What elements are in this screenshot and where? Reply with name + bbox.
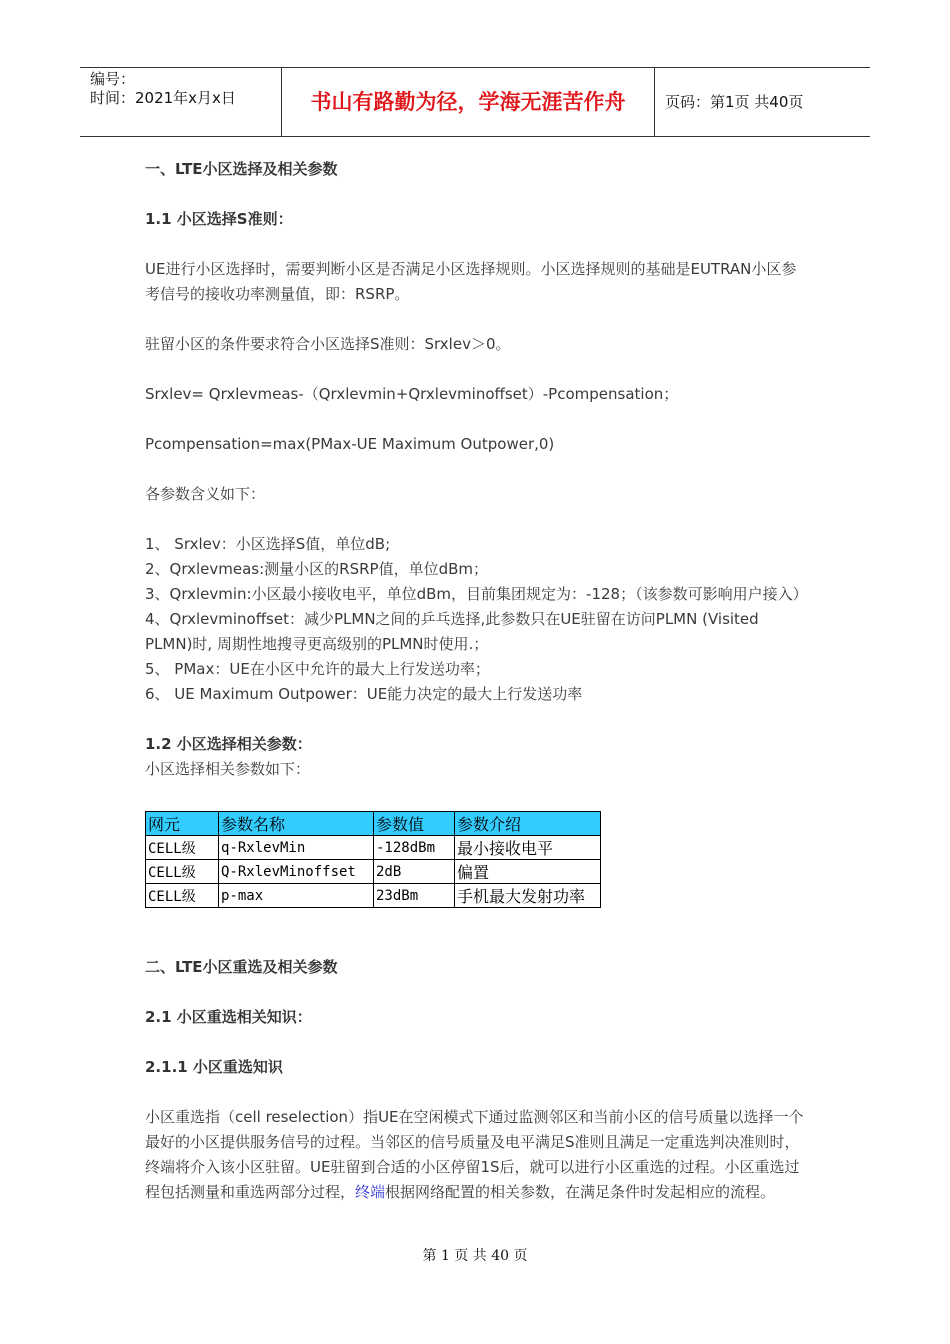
paragraph-camping-condition: 驻留小区的条件要求符合小区选择S准则：Srxlev＞0。 bbox=[145, 335, 511, 353]
table-cell: CELL级 bbox=[146, 836, 219, 860]
section2-1-title: 2.1 小区重选相关知识： bbox=[145, 1008, 312, 1026]
param-item: 6、 UE Maximum Outpower：UE能力决定的最大上行发送功率 bbox=[145, 685, 583, 703]
table-row bbox=[146, 860, 601, 884]
section1-1-title: 1.1 小区选择S准则： bbox=[145, 210, 293, 228]
terminal-link[interactable]: 终端 bbox=[355, 1183, 386, 1201]
table-header-cell: 网元 bbox=[146, 812, 219, 836]
paragraph-text: 小区重选指（cell reselection）指UE在空闲模式下通过监测邻区和当前小区的信号质量以选择一个最好的小区提供服务信号的过程。当邻区的信号质量及电平满足S准则且满足一定重选判决准则时，终端将介入该小区驻留。UE驻留到合适的小区停留1S后，就可以进行小区重选的过程。小区重选过程包括测量和重选两部分过程， bbox=[145, 1108, 804, 1201]
header-meta bbox=[80, 68, 282, 136]
page-header bbox=[80, 67, 870, 137]
table-cell: q-RxlevMin bbox=[219, 836, 374, 860]
number-label: 编号： bbox=[90, 70, 136, 88]
param-item: 5、 PMax：UE在小区中允许的最大上行发送功率； bbox=[145, 660, 490, 678]
paragraph-s-criterion: UE进行小区选择时，需要判断小区是否满足小区选择规则。小区选择规则的基础是EUTRAN小区参考信号的接收功率测量值，即：RSRP。 bbox=[145, 260, 797, 303]
table-cell: 手机最大发射功率 bbox=[455, 884, 601, 908]
document-body bbox=[145, 157, 810, 782]
table-cell: 23dBm bbox=[374, 884, 455, 908]
paragraph-reselection bbox=[145, 1105, 810, 1205]
section1-2-title: 1.2 小区选择相关参数： bbox=[145, 735, 312, 753]
table-header-cell: 参数名称 bbox=[219, 812, 374, 836]
table-cell: Q-RxlevMinoffset bbox=[219, 860, 374, 884]
formula-pcompensation: Pcompensation=max(PMax-UE Maximum Outpower,0) bbox=[145, 435, 555, 453]
formula-srxlev: Srxlev= Qrxlevmeas-（Qrxlevmin+Qrxlevminoffset）-Pcompensation； bbox=[145, 385, 679, 403]
section2-1-1-title: 2.1.1 小区重选知识 bbox=[145, 1058, 283, 1076]
time-label: 时间：2021年x月x日 bbox=[90, 89, 236, 107]
table-header-row bbox=[146, 812, 601, 836]
header-motto: 书山有路勤为径，学海无涯苦作舟 bbox=[282, 68, 655, 136]
table-cell: 2dB bbox=[374, 860, 455, 884]
param-item: 4、Qrxlevminoffset：减少PLMN之间的乒乓选择,此参数只在UE驻留在访问PLMN (Visited PLMN)时, 周期性地搜寻更高级别的PLMN时使用.； bbox=[145, 610, 759, 653]
table-header-cell: 参数值 bbox=[374, 812, 455, 836]
table-cell: p-max bbox=[219, 884, 374, 908]
table-cell: 偏置 bbox=[455, 860, 601, 884]
table-row bbox=[146, 836, 601, 860]
section2-title: 二、LTE小区重选及相关参数 bbox=[145, 958, 338, 976]
document-body-section2 bbox=[145, 955, 810, 1205]
table-cell: CELL级 bbox=[146, 860, 219, 884]
table-header-cell: 参数介绍 bbox=[455, 812, 601, 836]
table-cell: CELL级 bbox=[146, 884, 219, 908]
table-row bbox=[146, 884, 601, 908]
params-intro: 各参数含义如下： bbox=[145, 485, 266, 503]
section1-title: 一、LTE小区选择及相关参数 bbox=[145, 160, 338, 178]
param-item: 3、Qrxlevmin:小区最小接收电平，单位dBm，目前集团规定为：-128；（该参数可影响用户接入） bbox=[145, 585, 808, 603]
header-page-info: 页码：第1页 共40页 bbox=[665, 93, 804, 111]
param-item: 2、Qrxlevmeas:测量小区的RSRP值，单位dBm； bbox=[145, 560, 489, 578]
paragraph-text: 根据网络配置的相关参数，在满足条件时发起相应的流程。 bbox=[385, 1183, 776, 1201]
section1-2-intro: 小区选择相关参数如下： bbox=[145, 760, 311, 778]
table-cell: 最小接收电平 bbox=[455, 836, 601, 860]
page-footer: 第 1 页 共 40 页 bbox=[422, 1248, 528, 1264]
cell-selection-params-table bbox=[145, 811, 601, 908]
param-item: 1、 Srxlev：小区选择S值，单位dB; bbox=[145, 535, 391, 553]
table-cell: -128dBm bbox=[374, 836, 455, 860]
